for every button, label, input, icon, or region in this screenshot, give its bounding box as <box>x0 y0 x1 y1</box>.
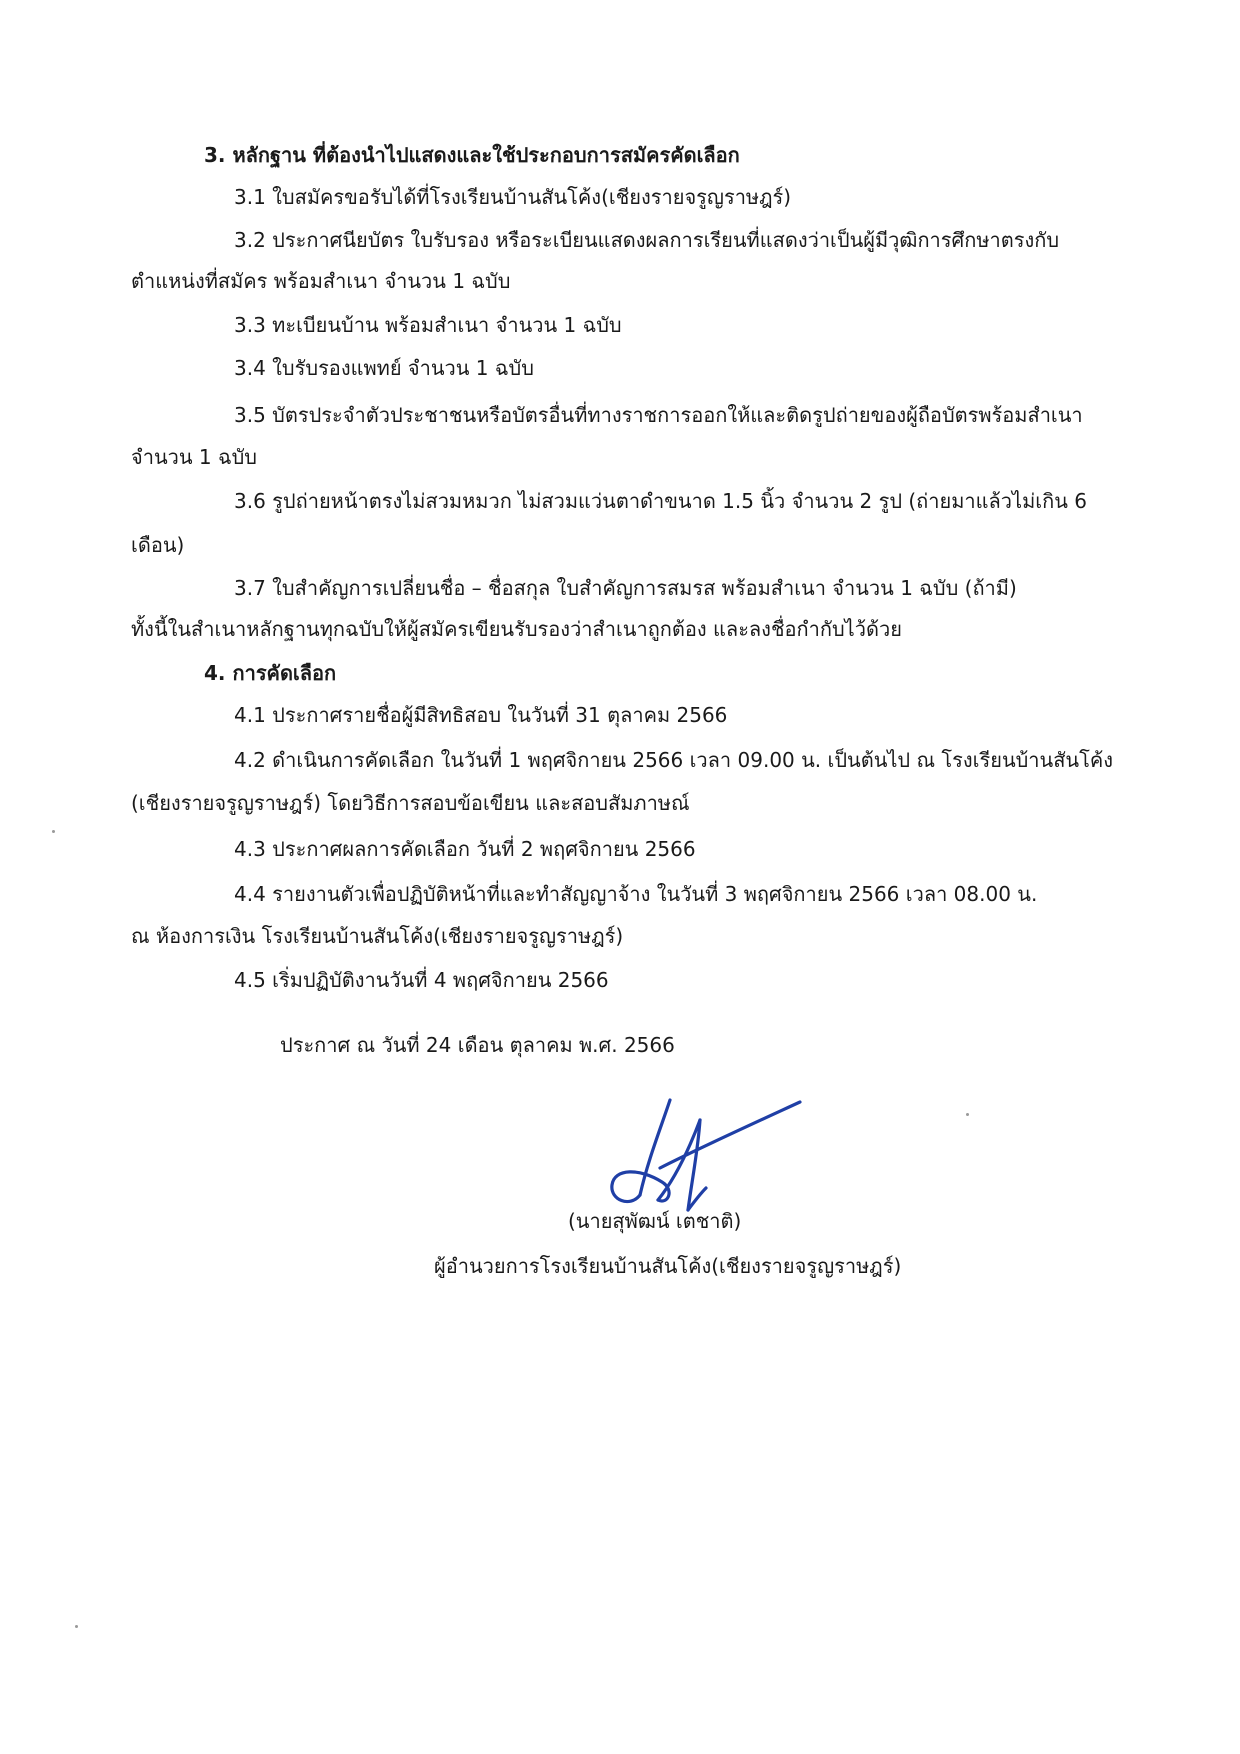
item-4-1: 4.1 ประกาศรายชื่อผู้มีสิทธิสอบ ในวันที่ 31 ตุลาคม 2566 <box>234 703 728 727</box>
item-4-3: 4.3 ประกาศผลการคัดเลือก วันที่ 2 พฤศจิกายน 2566 <box>234 837 696 861</box>
item-4-5: 4.5 เริ่มปฏิบัติงานวันที่ 4 พฤศจิกายน 2566 <box>234 968 609 992</box>
item-4-4-line-2: ณ ห้องการเงิน โรงเรียนบ้านสันโค้ง(เชียงรายจรูญราษฎร์) <box>131 924 624 948</box>
item-4-2-line-1: 4.2 ดำเนินการคัดเลือก ในวันที่ 1 พฤศจิกายน 2566 เวลา 09.00 น. เป็นต้นไป ณ โรงเรียนบ้านสันโค้ง <box>234 748 1113 772</box>
item-3-2-line-2: ตำแหน่งที่สมัคร พร้อมสำเนา จำนวน 1 ฉบับ <box>131 269 511 293</box>
section-3-note: ทั้งนี้ในสำเนาหลักฐานทุกฉบับให้ผู้สมัครเขียนรับรองว่าสำเนาถูกต้อง และลงชื่อกำกับไว้ด้วย <box>131 617 902 641</box>
item-3-7: 3.7 ใบสำคัญการเปลี่ยนชื่อ – ชื่อสกุล ใบสำคัญการสมรส พร้อมสำเนา จำนวน 1 ฉบับ (ถ้ามี) <box>234 576 1017 600</box>
scan-speck <box>75 1625 78 1628</box>
item-4-2-line-2: (เชียงรายจรูญราษฎร์) โดยวิธีการสอบข้อเขียน และสอบสัมภาษณ์ <box>131 791 690 815</box>
item-3-2-line-1: 3.2 ประกาศนียบัตร ใบรับรอง หรือระเบียนแสดงผลการเรียนที่แสดงว่าเป็นผู้มีวุฒิการศึกษาตรงกับ <box>234 228 1060 252</box>
scan-speck <box>966 1113 969 1116</box>
item-3-5-line-1: 3.5 บัตรประจำตัวประชาชนหรือบัตรอื่นที่ทางราชการออกให้และติดรูปถ่ายของผู้ถือบัตรพร้อมสำเนา <box>234 403 1083 427</box>
section-4-heading: 4. การคัดเลือก <box>204 661 337 685</box>
item-3-4: 3.4 ใบรับรองแพทย์ จำนวน 1 ฉบับ <box>234 356 534 380</box>
signature-icon <box>600 1090 810 1220</box>
announcement-date: ประกาศ ณ วันที่ 24 เดือน ตุลาคม พ.ศ. 2566 <box>280 1033 675 1057</box>
signer-position: ผู้อำนวยการโรงเรียนบ้านสันโค้ง(เชียงรายจรูญราษฎร์) <box>434 1254 902 1278</box>
section-3-heading: 3. หลักฐาน ที่ต้องนำไปแสดงและใช้ประกอบการสมัครคัดเลือก <box>204 143 740 167</box>
item-3-6-line-2: เดือน) <box>131 533 185 557</box>
item-3-1: 3.1 ใบสมัครขอรับได้ที่โรงเรียนบ้านสันโค้ง(เชียงรายจรูญราษฎร์) <box>234 185 792 209</box>
item-4-4-line-1: 4.4 รายงานตัวเพื่อปฏิบัติหน้าที่และทำสัญญาจ้าง ในวันที่ 3 พฤศจิกายน 2566 เวลา 08.00 น. <box>234 882 1038 906</box>
item-3-3: 3.3 ทะเบียนบ้าน พร้อมสำเนา จำนวน 1 ฉบับ <box>234 313 622 337</box>
scan-speck <box>52 830 55 833</box>
signer-name: (นายสุพัฒน์ เตชาติ) <box>568 1209 742 1233</box>
item-3-6-line-1: 3.6 รูปถ่ายหน้าตรงไม่สวมหมวก ไม่สวมแว่นตาดำขนาด 1.5 นิ้ว จำนวน 2 รูป (ถ่ายมาแล้วไม่เกิน 6 <box>234 489 1087 513</box>
item-3-5-line-2: จำนวน 1 ฉบับ <box>131 445 257 469</box>
